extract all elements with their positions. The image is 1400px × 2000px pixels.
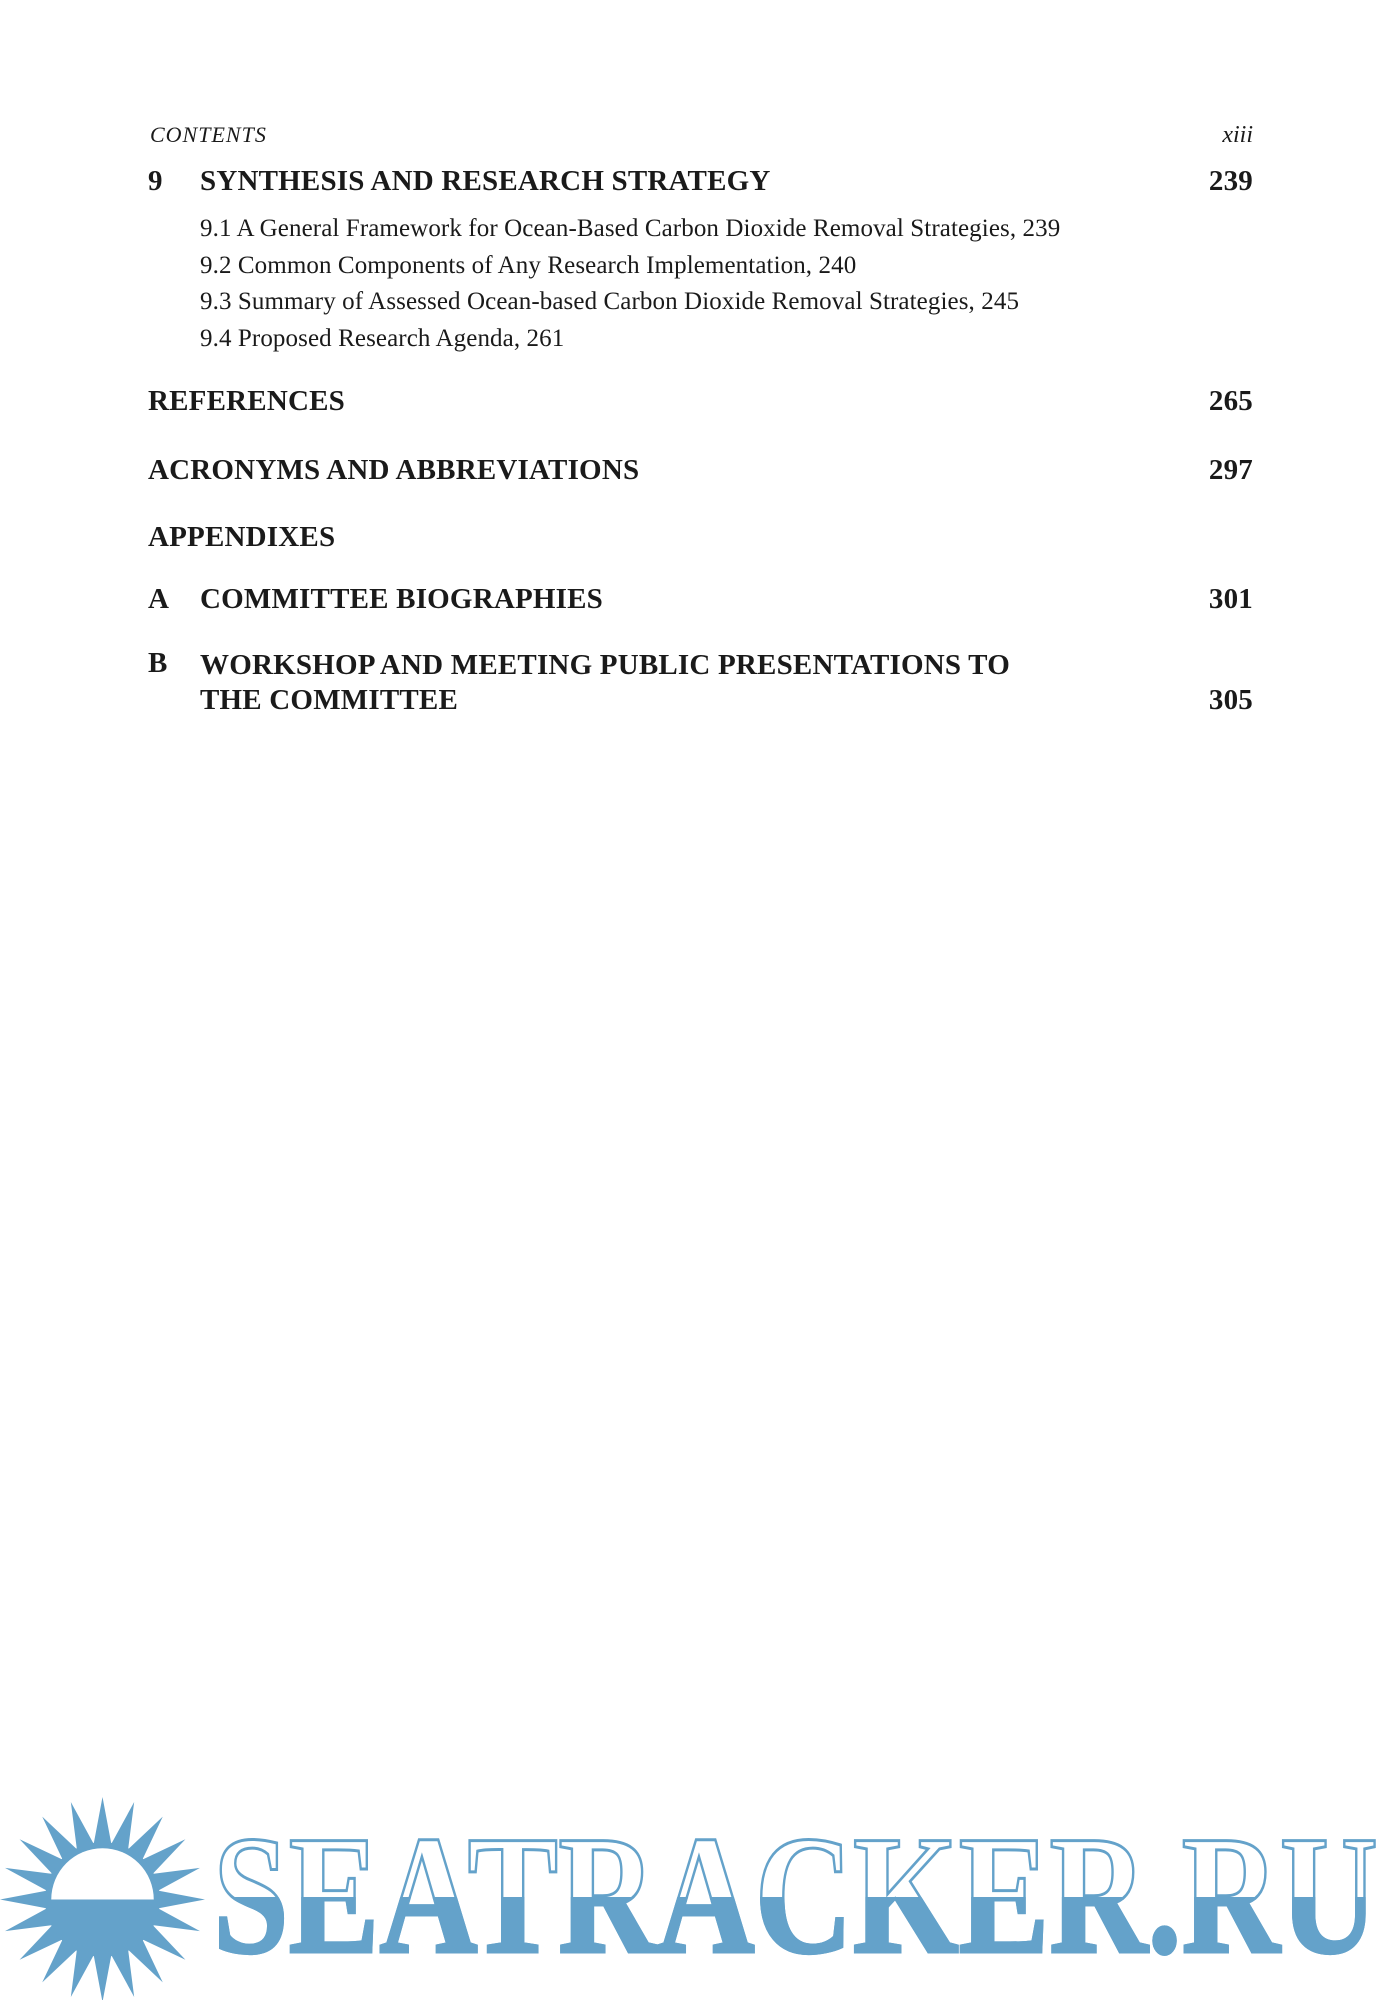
appendix-page-number: 301 (1208, 583, 1253, 615)
appendix-title: COMMITTEE BIOGRAPHIES (200, 583, 604, 615)
chapter-page-number: 239 (1208, 165, 1253, 197)
appendix-page-number: 305 (1208, 684, 1253, 716)
toc-entry-appendix-b (148, 648, 1253, 718)
running-header (150, 122, 1253, 149)
toc-subsection: 9.2 Common Components of Any Research Implementation, 240 (200, 251, 857, 279)
toc-subsection: 9.1 A General Framework for Ocean-Based Carbon Dioxide Removal Strategies, 239 (200, 215, 1061, 242)
sun-logo-icon (0, 1797, 205, 2000)
page-folio: xiii (1222, 122, 1253, 148)
toc-subsection: 9.4 Proposed Research Agenda, 261 (200, 324, 565, 352)
section-title: ACRONYMS AND ABBREVIATIONS (148, 454, 640, 486)
section-page-number: 297 (1208, 454, 1253, 486)
toc-entry-appendixes-heading (148, 522, 1253, 553)
section-title: APPENDIXES (148, 521, 336, 553)
appendix-letter: B (148, 647, 168, 679)
toc-entry-chapter-9 (148, 166, 1253, 197)
chapter-title: SYNTHESIS AND RESEARCH STRATEGY (200, 165, 771, 197)
appendix-title-line-2: THE COMMITTEE (200, 684, 458, 716)
watermark-text: SEATRACKER.RU (213, 1801, 1378, 1989)
appendix-title (200, 648, 1209, 718)
toc-entry-appendix-a (148, 584, 1253, 615)
running-title: CONTENTS (150, 122, 267, 147)
section-page-number: 265 (1208, 385, 1253, 417)
appendix-letter: A (148, 583, 170, 615)
appendix-title-line-1: WORKSHOP AND MEETING PUBLIC PRESENTATIONS TO (200, 649, 1010, 681)
toc-entry-references (148, 386, 1253, 417)
watermark (0, 1795, 1400, 2000)
toc-entry-acronyms (148, 455, 1253, 486)
toc-subsection: 9.3 Summary of Assessed Ocean-based Carbon Dioxide Removal Strategies, 245 (200, 288, 1020, 315)
chapter-number: 9 (148, 165, 163, 197)
chapter-subsections (200, 211, 1240, 357)
section-title: REFERENCES (148, 385, 345, 417)
